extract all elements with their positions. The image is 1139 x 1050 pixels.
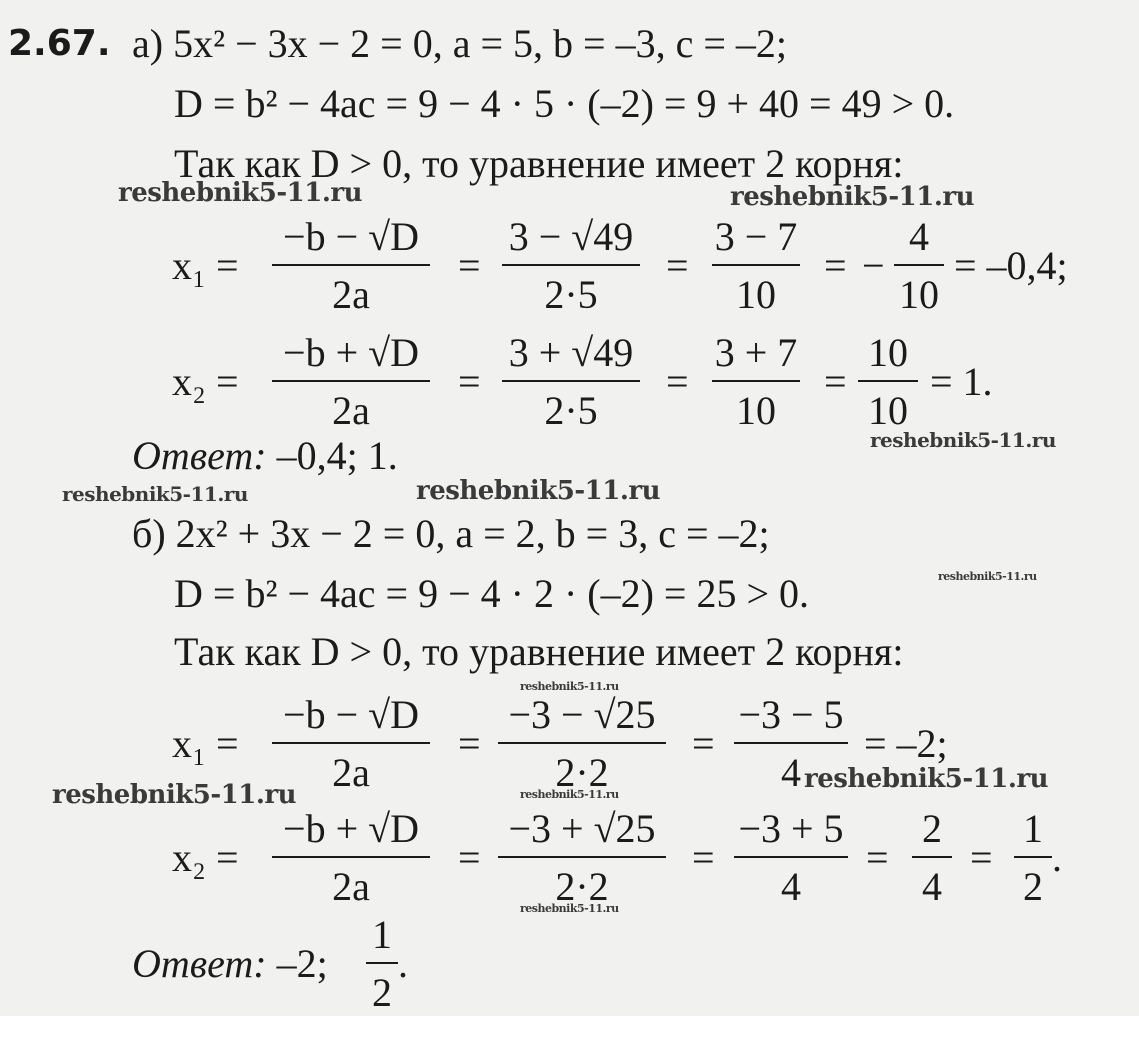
frac-numerator: −b − √D <box>283 692 419 737</box>
frac-bar <box>894 264 944 266</box>
part-b-x2-frac-simplified <box>734 804 848 914</box>
watermark: reshebnik5-11.ru <box>52 780 297 810</box>
frac-bar <box>498 856 666 858</box>
frac-denominator: 2a <box>332 388 370 433</box>
frac-bar <box>912 856 952 858</box>
equals-sign: = <box>824 243 847 288</box>
frac-denominator: 10 <box>868 388 908 433</box>
part-a-x2-frac-final <box>858 328 918 438</box>
part-b-discriminant: D = b² − 4ac = 9 − 4 · 2 · (–2) = 25 > 0. <box>174 571 810 616</box>
frac-bar <box>1014 856 1052 858</box>
part-a-x1-result: = –0,4; <box>954 243 1068 288</box>
equals-sign: = <box>666 359 689 404</box>
frac-numerator: 1 <box>372 912 392 957</box>
part-b-equation: б) 2x² + 3x − 2 = 0, a = 2, b = 3, c = –2; <box>132 511 770 556</box>
part-a-discriminant: D = b² − 4ac = 9 − 4 · 5 · (–2) = 9 + 40 = 49 > 0. <box>174 81 955 126</box>
watermark: reshebnik5-11.ru <box>118 178 363 208</box>
frac-bar <box>366 962 398 964</box>
watermark: reshebnik5-11.ru <box>520 680 619 693</box>
frac-bar <box>272 856 430 858</box>
equals-sign: = <box>692 835 715 880</box>
frac-denominator: 2a <box>332 272 370 317</box>
watermark: reshebnik5-11.ru <box>804 764 1049 794</box>
answer-value: –0,4; 1. <box>276 433 398 478</box>
frac-bar <box>858 380 918 382</box>
part-b-answer <box>132 940 328 988</box>
part-a-equation: а) 5x² − 3x − 2 = 0, a = 5, b = –3, c = –2; <box>132 21 788 66</box>
frac-denominator: 4 <box>781 750 801 795</box>
part-a-x2-label: x₂ = <box>172 359 239 404</box>
page-bottom-margin <box>0 1016 1139 1050</box>
frac-numerator: 2 <box>922 806 942 851</box>
watermark: reshebnik5-11.ru <box>62 482 248 506</box>
frac-denominator: 2a <box>332 864 370 909</box>
frac-bar <box>712 380 800 382</box>
frac-bar <box>272 742 430 744</box>
frac-denominator: 10 <box>736 272 776 317</box>
part-a-x2-result: = 1. <box>930 359 993 404</box>
frac-denominator: 4 <box>781 864 801 909</box>
frac-numerator: −b − √D <box>283 214 419 259</box>
part-a-x1-frac-general <box>272 212 430 322</box>
part-b-x2-frac-reduced <box>912 804 952 914</box>
frac-numerator: −b + √D <box>283 806 419 851</box>
frac-numerator: 3 − √49 <box>508 214 634 259</box>
frac-bar <box>734 742 848 744</box>
part-b-x1-label: x₁ = <box>172 721 239 766</box>
answer-label: Ответ: <box>132 941 267 986</box>
equals-sign: = <box>458 359 481 404</box>
period: . <box>398 941 408 986</box>
frac-bar <box>272 380 430 382</box>
frac-numerator: −3 + √25 <box>508 806 656 851</box>
frac-denominator: 2·5 <box>544 272 598 317</box>
frac-denominator: 2·2 <box>555 864 609 909</box>
part-a-x1-frac-final <box>894 212 944 322</box>
part-b-x2-frac-final <box>1014 804 1052 914</box>
equals-sign: = <box>970 835 993 880</box>
frac-bar <box>712 264 800 266</box>
part-b-x2-label: x₂ = <box>172 835 239 880</box>
equals-sign: = <box>458 721 481 766</box>
part-b-x1-frac-sub <box>498 690 666 800</box>
frac-numerator: 1 <box>1023 806 1043 851</box>
frac-bar <box>498 742 666 744</box>
frac-denominator: 2·5 <box>544 388 598 433</box>
equals-sign: = <box>458 835 481 880</box>
equals-sign: = <box>866 835 889 880</box>
problem-number: 2.67. <box>8 23 111 64</box>
frac-numerator: 3 + √49 <box>508 330 634 375</box>
watermark: reshebnik5-11.ru <box>520 902 619 915</box>
watermark: reshebnik5-11.ru <box>870 428 1056 452</box>
frac-numerator: 4 <box>909 214 929 259</box>
frac-denominator: 10 <box>899 272 939 317</box>
part-a-x1-frac-sub <box>502 212 640 322</box>
frac-numerator: 10 <box>868 330 908 375</box>
part-a-since: Так как D > 0, то уравнение имеет 2 корня: <box>174 141 904 186</box>
equals-sign: = <box>824 359 847 404</box>
part-a-x1-frac-simplified <box>712 212 800 322</box>
part-b-since: Так как D > 0, то уравнение имеет 2 корня: <box>174 629 904 674</box>
frac-bar <box>272 264 430 266</box>
watermark: reshebnik5-11.ru <box>938 570 1037 583</box>
frac-numerator: −3 + 5 <box>738 806 844 851</box>
frac-numerator: 3 − 7 <box>714 214 798 259</box>
equals-sign: = <box>458 243 481 288</box>
frac-denominator: 4 <box>922 864 942 909</box>
frac-bar <box>502 380 640 382</box>
frac-denominator: 2·2 <box>555 750 609 795</box>
answer-value: –2; <box>276 941 328 986</box>
watermark: reshebnik5-11.ru <box>520 788 619 801</box>
part-b-answer-frac <box>366 910 398 1020</box>
frac-numerator: −b + √D <box>283 330 419 375</box>
part-a-x2-frac-simplified <box>712 328 800 438</box>
part-b-x2-frac-general <box>272 804 430 914</box>
watermark: reshebnik5-11.ru <box>416 476 661 506</box>
part-a-answer <box>132 432 398 480</box>
part-b-x2-frac-sub <box>498 804 666 914</box>
frac-bar <box>734 856 848 858</box>
equals-sign: = <box>692 721 715 766</box>
frac-denominator: 10 <box>736 388 776 433</box>
frac-bar <box>502 264 640 266</box>
frac-denominator: 2a <box>332 750 370 795</box>
minus-sign: − <box>862 243 885 288</box>
part-a-x2-frac-general <box>272 328 430 438</box>
part-b-x1-result: = –2; <box>864 721 948 766</box>
frac-denominator: 2 <box>1023 864 1043 909</box>
answer-label: Ответ: <box>132 433 267 478</box>
frac-numerator: −3 − √25 <box>508 692 656 737</box>
frac-denominator: 2 <box>372 970 392 1015</box>
part-a-x1-label: x₁ = <box>172 243 239 288</box>
equals-sign: = <box>666 243 689 288</box>
frac-numerator: −3 − 5 <box>738 692 844 737</box>
part-a-x2-frac-sub <box>502 328 640 438</box>
watermark: reshebnik5-11.ru <box>730 182 975 212</box>
period: . <box>1052 835 1062 880</box>
frac-numerator: 3 + 7 <box>714 330 798 375</box>
